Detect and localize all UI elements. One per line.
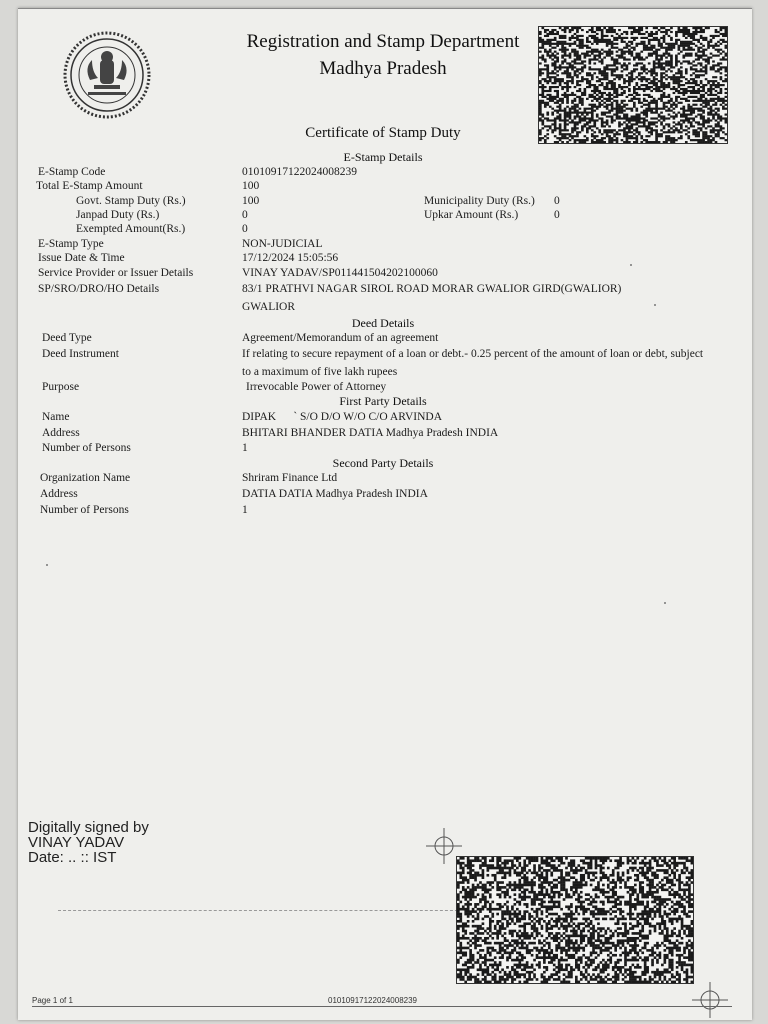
deed-type-label: Deed Type: [42, 332, 92, 344]
first-party-persons-label: Number of Persons: [42, 442, 131, 454]
department-title: [218, 28, 548, 82]
sheet-edge: [18, 8, 752, 9]
second-party-org-label: Organization Name: [40, 472, 131, 484]
office-value-line1: 83/1 PRATHVI NAGAR SIROL ROAD MORAR GWALIOR GIRD(GWALIOR): [242, 283, 622, 295]
upkar-amount-value: 0: [554, 209, 560, 221]
scan-speck: [46, 564, 48, 566]
estamp-type-label: E-Stamp Type: [38, 238, 104, 250]
signature-line-1: Digitally signed by: [28, 819, 149, 836]
second-party-persons-value: 1: [242, 504, 248, 516]
first-party-section-heading: First Party Details: [339, 394, 427, 408]
estamp-code-value: 01010917122024008239: [242, 166, 357, 178]
stamp-certificate-page: [18, 8, 752, 1020]
footer-estamp-code: 01010917122024008239: [328, 996, 417, 1005]
estamp-section-heading: E-Stamp Details: [343, 150, 423, 164]
deed-type-value: Agreement/Memorandum of an agreement: [242, 332, 439, 344]
scan-speck: [630, 264, 632, 266]
purpose-label: Purpose: [42, 381, 80, 393]
provider-value: VINAY YADAV/SP011441504202100060: [242, 267, 438, 279]
state-emblem-icon: [62, 30, 152, 120]
department-name: Registration and Stamp Department: [246, 31, 520, 52]
provider-label: Service Provider or Issuer Details: [38, 267, 194, 279]
exempted-amount-value: 0: [242, 223, 248, 235]
second-party-section-heading: Second Party Details: [332, 456, 434, 470]
scan-speck: [654, 304, 656, 306]
digital-signature-block: [28, 820, 149, 865]
govt-duty-value: 100: [242, 195, 260, 207]
exempted-amount-label: Exempted Amount(Rs.): [76, 223, 186, 235]
signature-line-2: VINAY YADAV: [28, 834, 125, 851]
janpad-duty-value: 0: [242, 209, 248, 221]
deed-section-heading: Deed Details: [351, 316, 415, 330]
estamp-type-value: NON-JUDICIAL: [242, 238, 323, 250]
municipality-duty-label: Municipality Duty (Rs.): [424, 195, 535, 207]
second-party-address-label: Address: [40, 488, 78, 500]
govt-duty-label: Govt. Stamp Duty (Rs.): [76, 195, 186, 207]
total-amount-value: 100: [242, 180, 260, 192]
scan-speck: [664, 602, 666, 604]
deed-instrument-label: Deed Instrument: [42, 348, 119, 360]
first-party-name-value: DIPAK ` S/O D/O W/O C/O ARVINDA: [242, 411, 443, 423]
registration-mark-corner-icon: [690, 980, 730, 1020]
second-party-address-value: DATIA DATIA Madhya Pradesh INDIA: [242, 488, 428, 500]
second-party-persons-label: Number of Persons: [40, 504, 129, 516]
state-name: Madhya Pradesh: [319, 58, 447, 79]
deed-instrument-value: If relating to secure repayment of a loan or debt.- 0.25 percent of the amount of loan or debt, subject to a maximum of five lakh rupees: [242, 348, 704, 378]
signature-line-3: Date: .. :: IST: [28, 849, 117, 866]
first-party-name-label: Name: [42, 411, 70, 423]
total-amount-label: Total E-Stamp Amount: [36, 180, 143, 192]
issue-date-value: 17/12/2024 15:05:56: [242, 252, 339, 264]
estamp-code-label: E-Stamp Code: [38, 166, 106, 178]
qr-code-top: [538, 26, 728, 144]
janpad-duty-label: Janpad Duty (Rs.): [76, 209, 160, 221]
first-party-persons-value: 1: [242, 442, 248, 454]
purpose-value: Irrevocable Power of Attorney: [246, 381, 387, 393]
office-value-line2: GWALIOR: [242, 301, 296, 313]
municipality-duty-value: 0: [554, 195, 560, 207]
certificate-title: Certificate of Stamp Duty: [305, 125, 461, 141]
upkar-amount-label: Upkar Amount (Rs.): [424, 209, 519, 221]
footer-page-number: Page 1 of 1: [32, 996, 73, 1005]
first-party-address-value: BHITARI BHANDER DATIA Madhya Pradesh INDIA: [242, 427, 499, 439]
issue-date-label: Issue Date & Time: [38, 252, 125, 264]
qr-code-bottom: [456, 856, 694, 984]
first-party-address-label: Address: [42, 427, 80, 439]
second-party-org-value: Shriram Finance Ltd: [242, 472, 338, 484]
office-label: SP/SRO/DRO/HO Details: [38, 283, 160, 295]
footer-rule: [32, 1006, 732, 1007]
signature-divider: [58, 910, 468, 911]
